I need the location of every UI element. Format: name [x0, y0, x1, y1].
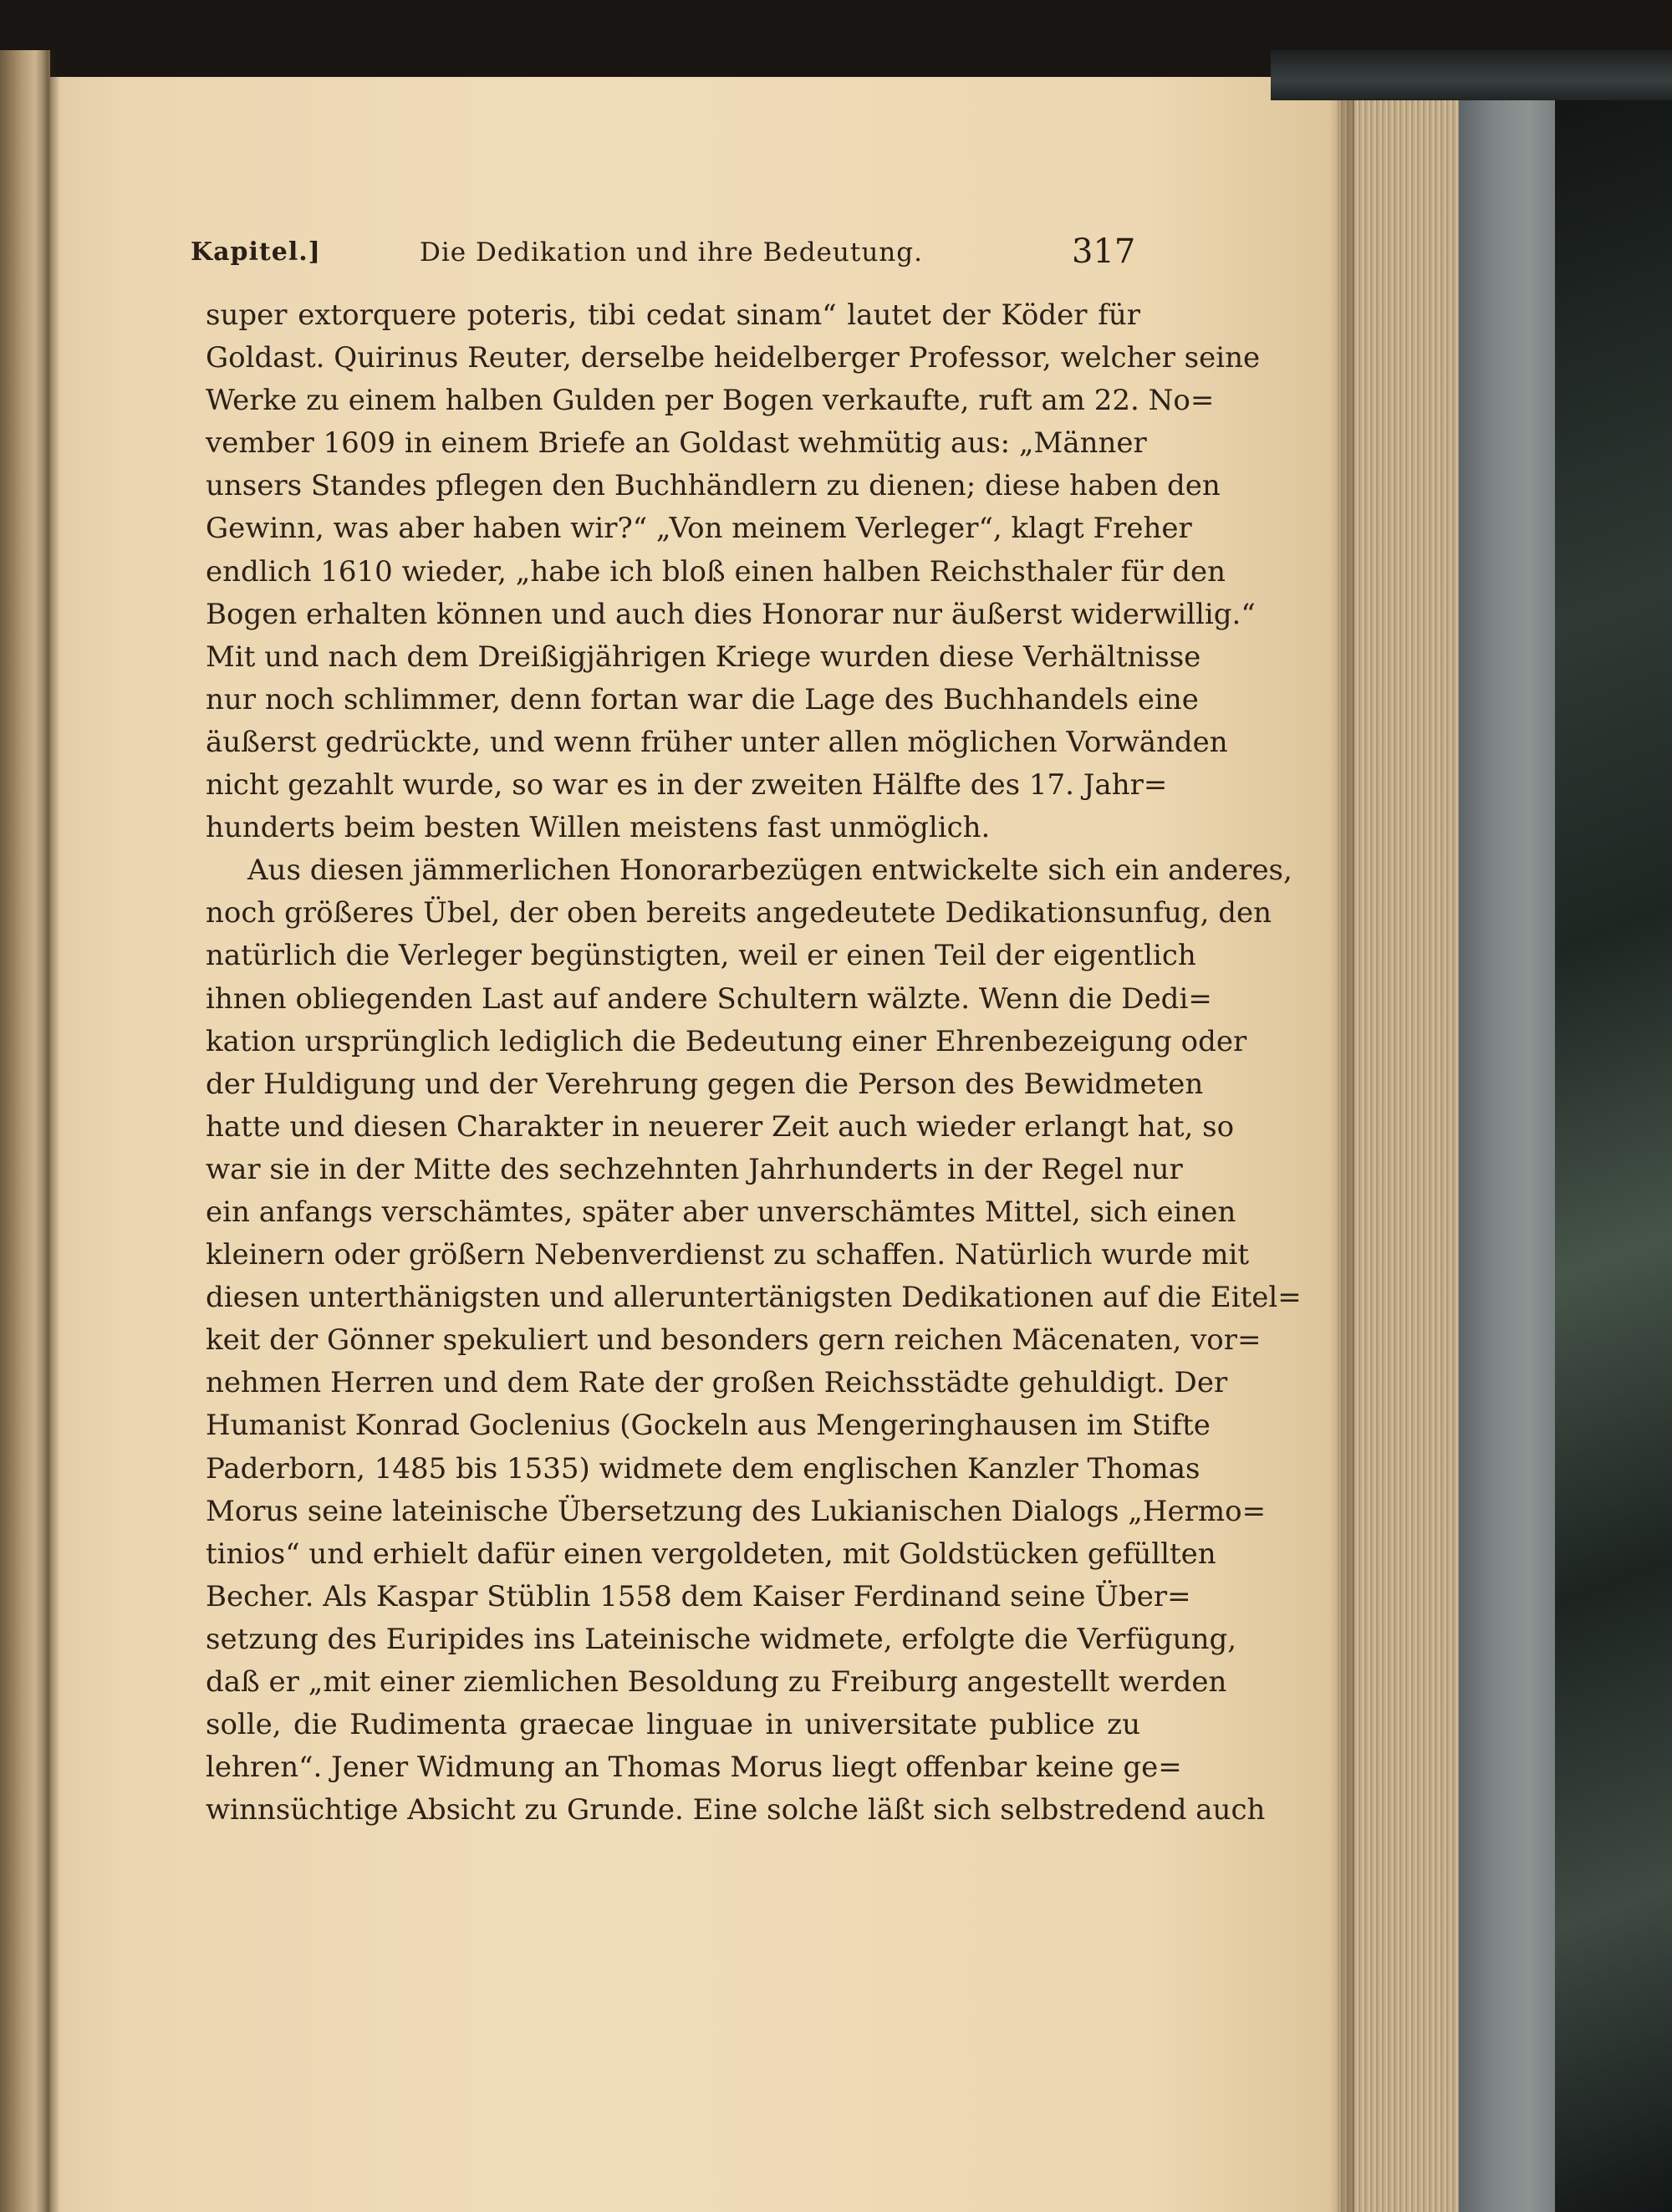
- paragraph-1: [206, 294, 1261, 849]
- text-line: endlich 1610 wieder, „habe ich bloß einen halben Reichsthaler für den: [206, 554, 1226, 589]
- text-line: natürlich die Verleger begünstigten, weil er einen Teil der eigentlich: [206, 939, 1196, 973]
- text-line: lehren“. Jener Widmung an Thomas Morus liegt offenbar keine ge=: [206, 1751, 1182, 1785]
- text-line: Werke zu einem halben Gulden per Bogen verkaufte, ruft am 22. No=: [206, 384, 1215, 418]
- text-line: Morus seine lateinische Übersetzung des Lukianischen Dialogs „Hermo=: [206, 1494, 1267, 1528]
- text-line: Becher. Als Kaspar Stüblin 1558 dem Kaiser Ferdinand seine Über=: [206, 1579, 1191, 1613]
- running-title: Die Dedikation und ihre Bedeutung.: [420, 237, 923, 268]
- body-text: [206, 294, 1302, 1832]
- chapter-label: Kapitel.]: [191, 237, 321, 267]
- text-line: war sie in der Mitte des sechzehnten Jahrhunderts in der Regel nur: [206, 1152, 1183, 1186]
- text-line: Paderborn, 1485 bis 1535) widmete dem englischen Kanzler Thomas: [206, 1451, 1200, 1486]
- page-edge-shadow: [1329, 84, 1354, 2212]
- text-line: kation ursprünglich lediglich die Bedeutung einer Ehrenbezeigung oder: [206, 1024, 1247, 1058]
- text-line: äußerst gedrückte, und wenn früher unter allen möglichen Vorwänden: [206, 725, 1228, 759]
- text-line: solle, die Rudimenta graecae linguae in universitate publice zu: [206, 1708, 1140, 1742]
- text-line: noch größeres Übel, der oben bereits angedeutete Dedikationsunfug, den: [206, 896, 1272, 930]
- paragraph-2: [206, 849, 1302, 1832]
- text-line: hatte und diesen Charakter in neuerer Zeit auch wieder erlangt hat, so: [206, 1109, 1235, 1144]
- text-line: nur noch schlimmer, denn fortan war die Lage des Buchhandels eine: [206, 682, 1199, 716]
- text-line: unsers Standes pflegen den Buchhändlern zu dienen; diese haben den: [206, 469, 1221, 503]
- text-line: super extorquere poteris, tibi cedat sinam“ lautet der Köder für: [206, 298, 1140, 332]
- text-line: Gewinn, was aber haben wir?“ „Von meinem Verleger“, klagt Freher: [206, 512, 1192, 546]
- text-line: nehmen Herren und dem Rate der großen Reichsstädte gehuldigt. Der: [206, 1366, 1228, 1400]
- text-line: Goldast. Quirinus Reuter, derselbe heidelberger Professor, welcher seine: [206, 341, 1261, 375]
- text-line: hunderts beim besten Willen meistens fast unmöglich.: [206, 811, 991, 845]
- text-line: tinios“ und erhielt dafür einen vergoldeten, mit Goldstücken gefüllten: [206, 1537, 1216, 1571]
- text-line: ihnen obliegenden Last auf andere Schultern wälzte. Wenn die Dedi=: [206, 981, 1212, 1016]
- text-line: Bogen erhalten können und auch dies Honorar nur äußerst widerwillig.“: [206, 597, 1256, 631]
- page-number: 317: [1072, 232, 1136, 271]
- text-line: vember 1609 in einem Briefe an Goldast wehmütig aus: „Männer: [206, 426, 1147, 461]
- text-line: winnsüchtige Absicht zu Grunde. Eine solche läßt sich selbstredend auch: [206, 1793, 1266, 1827]
- text-line: kleinern oder größern Nebenverdienst zu schaffen. Natürlich wurde mit: [206, 1238, 1250, 1272]
- text-line: Mit und nach dem Dreißigjährigen Kriege wurden diese Verhältnisse: [206, 640, 1201, 674]
- text-line: Humanist Konrad Goclenius (Gockeln aus Mengeringhausen im Stifte: [206, 1409, 1211, 1443]
- stacked-page-edges: [1338, 84, 1471, 2212]
- book-gutter: [35, 50, 60, 2212]
- text-line: keit der Gönner spekuliert und besonders gern reichen Mäcenaten, vor=: [206, 1323, 1262, 1358]
- text-line: Aus diesen jämmerlichen Honorarbezügen entwickelte sich ein anderes,: [247, 854, 1292, 888]
- cover-top-edge: [1271, 50, 1672, 100]
- text-line: setzung des Euripides ins Lateinische widmete, erfolgte die Verfügung,: [206, 1622, 1237, 1656]
- text-line: diesen unterthänigsten und alleruntertänigsten Dedikationen auf die Eitel=: [206, 1281, 1302, 1315]
- marbled-binding: [1555, 84, 1672, 2212]
- text-line: nicht gezahlt wurde, so war es in der zweiten Hälfte des 17. Jahr=: [206, 768, 1168, 803]
- text-line: der Huldigung und der Verehrung gegen die Person des Bewidmeten: [206, 1067, 1204, 1101]
- text-line: daß er „mit einer ziemlichen Besoldung zu Freiburg angestellt werden: [206, 1665, 1227, 1699]
- text-line: ein anfangs verschämtes, später aber unverschämtes Mittel, sich einen: [206, 1195, 1236, 1229]
